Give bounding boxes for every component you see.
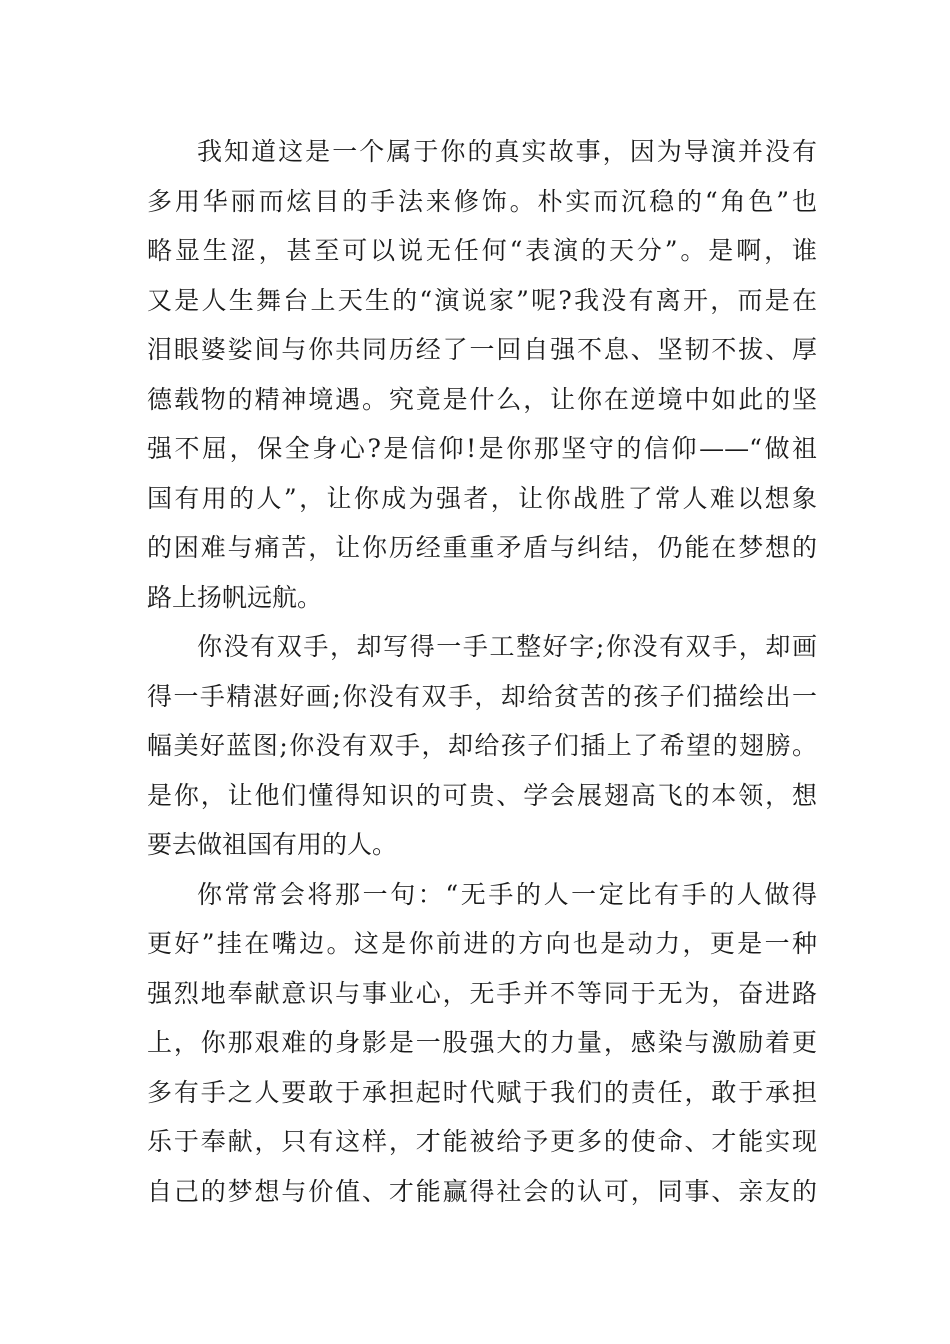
paragraph-2-line-2: 得一手精湛好画;你没有双手，却给贫苦的孩子们描绘出一 [147,681,817,711]
paragraph-1-line-4: 又是人生舞台上天生的“演说家”呢?我没有离开，而是在 [147,285,817,315]
paragraph-2-line-3: 幅美好蓝图;你没有双手，却给孩子们插上了希望的翅膀。 [147,731,817,760]
paragraph-3-line-6: 乐于奉献，只有这样，才能被给予更多的使命、才能实现 [147,1127,817,1156]
paragraph-1-line-5: 泪眼婆娑间与你共同历经了一回自强不息、坚韧不拔、厚 [147,335,817,364]
paragraph-1-line-9: 的困难与痛苦，让你历经重重矛盾与纠结，仍能在梦想的 [147,533,817,562]
paragraph-3-line-1: 你常常会将那一句：“无手的人一定比有手的人做得 [197,879,817,909]
paragraph-2-line-4: 是你，让他们懂得知识的可贵、学会展翅高飞的本领，想 [147,780,817,810]
paragraph-3-line-7: 自己的梦想与价值、才能赢得社会的认可，同事、亲友的 [147,1176,817,1206]
paragraph-2-line-5: 要去做祖国有用的人。 [147,830,398,859]
paragraph-1-line-10: 路上扬帆远航。 [147,582,323,612]
paragraph-3-line-3: 强烈地奉献意识与事业心，无手并不等同于无为，奋进路 [147,978,817,1008]
paragraph-3-line-2: 更好”挂在嘴边。这是你前进的方向也是动力，更是一种 [147,929,817,958]
paragraph-2-line-1: 你没有双手，却写得一手工整好字;你没有双手，却画 [197,632,817,661]
paragraph-1-line-7: 强不屈，保全身心?是信仰!是你那坚守的信仰——“做祖 [147,434,817,463]
paragraph-1-line-6: 德载物的精神境遇。究竟是什么，让你在逆境中如此的坚 [147,384,817,414]
paragraph-1-line-3: 略显生涩，甚至可以说无任何“表演的天分”。是啊，谁 [147,236,817,265]
paragraph-3-line-4: 上，你那艰难的身影是一股强大的力量，感染与激励着更 [147,1028,817,1057]
paragraph-1-line-1: 我知道这是一个属于你的真实故事，因为导演并没有 [197,137,817,166]
document-body [147,127,817,1216]
paragraph-1-line-2: 多用华丽而炫目的手法来修饰。朴实而沉稳的“角色”也 [147,186,817,216]
paragraph-1-line-8: 国有用的人”，让你成为强者，让你战胜了常人难以想象 [147,483,817,513]
paragraph-3-line-5: 多有手之人要敢于承担起时代赋于我们的责任，敢于承担 [147,1077,817,1107]
